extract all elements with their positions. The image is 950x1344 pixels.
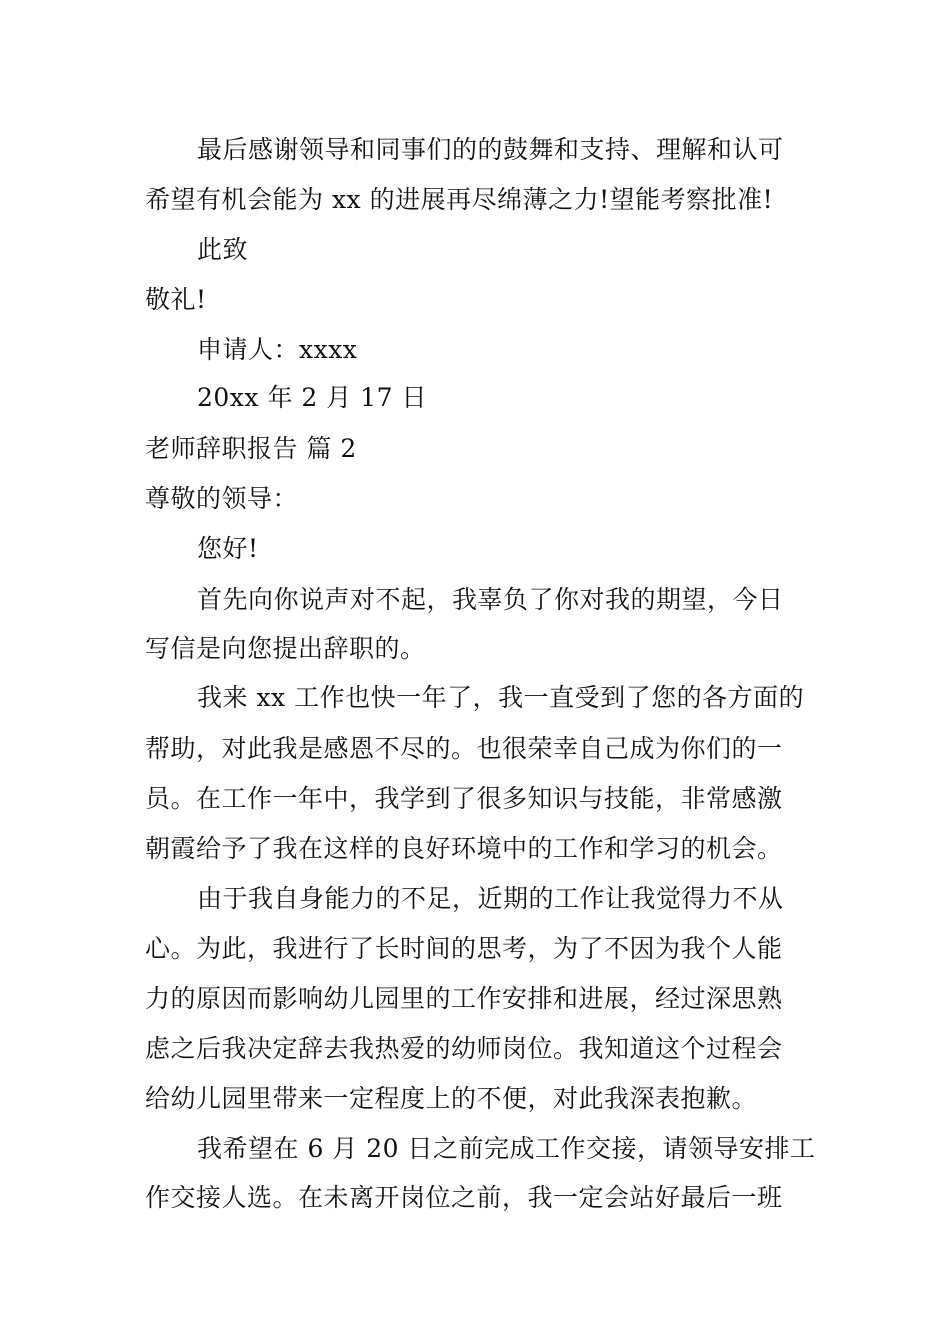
hello-line: 您好! [197, 534, 259, 563]
greeting-line: 尊敬的领导： [145, 484, 299, 513]
text-line: 作交接人选。在未离开岗位之前，我一定会站好最后一班 [145, 1183, 783, 1212]
text-line: 员。在工作一年中，我学到了很多知识与技能，非常感激 [145, 784, 783, 813]
text-line: 希望有机会能为 xx 的进展再尽绵薄之力!望能考察批准! [145, 185, 774, 214]
text-line: 力的原因而影响幼儿园里的工作安排和进展，经过深思熟 [145, 984, 783, 1013]
text-line: 我希望在 6 月 20 日之前完成工作交接，请领导安排工 [197, 1134, 816, 1163]
closing-regards: 敬礼! [145, 285, 207, 314]
text-line: 写信是向您提出辞职的。 [145, 634, 426, 663]
text-line: 最后感谢领导和同事们的的鼓舞和支持、理解和认可 [197, 135, 784, 164]
text-line: 帮助，对此我是感恩不尽的。也很荣幸自己成为你们的一 [145, 734, 783, 763]
applicant-line: 申请人：xxxx [197, 335, 358, 364]
text-line: 心。为此，我进行了长时间的思考，为了不因为我个人能 [145, 934, 783, 963]
text-line: 虑之后我决定辞去我热爱的幼师岗位。我知道这个过程会 [145, 1034, 783, 1063]
date-line: 20xx 年 2 月 17 日 [197, 383, 427, 412]
text-line: 朝霞给予了我在这样的良好环境中的工作和学习的机会。 [145, 834, 783, 863]
text-line: 首先向你说声对不起，我辜负了你对我的期望，今日 [197, 585, 784, 614]
closing-salutation: 此致 [197, 235, 249, 264]
text-line: 我来 xx 工作也快一年了，我一直受到了您的各方面的 [197, 683, 805, 712]
text-line: 由于我自身能力的不足，近期的工作让我觉得力不从 [197, 884, 784, 913]
text-line: 给幼儿园里带来一定程度上的不便，对此我深表抱歉。 [145, 1084, 758, 1113]
section-title: 老师辞职报告 篇 2 [145, 434, 357, 463]
